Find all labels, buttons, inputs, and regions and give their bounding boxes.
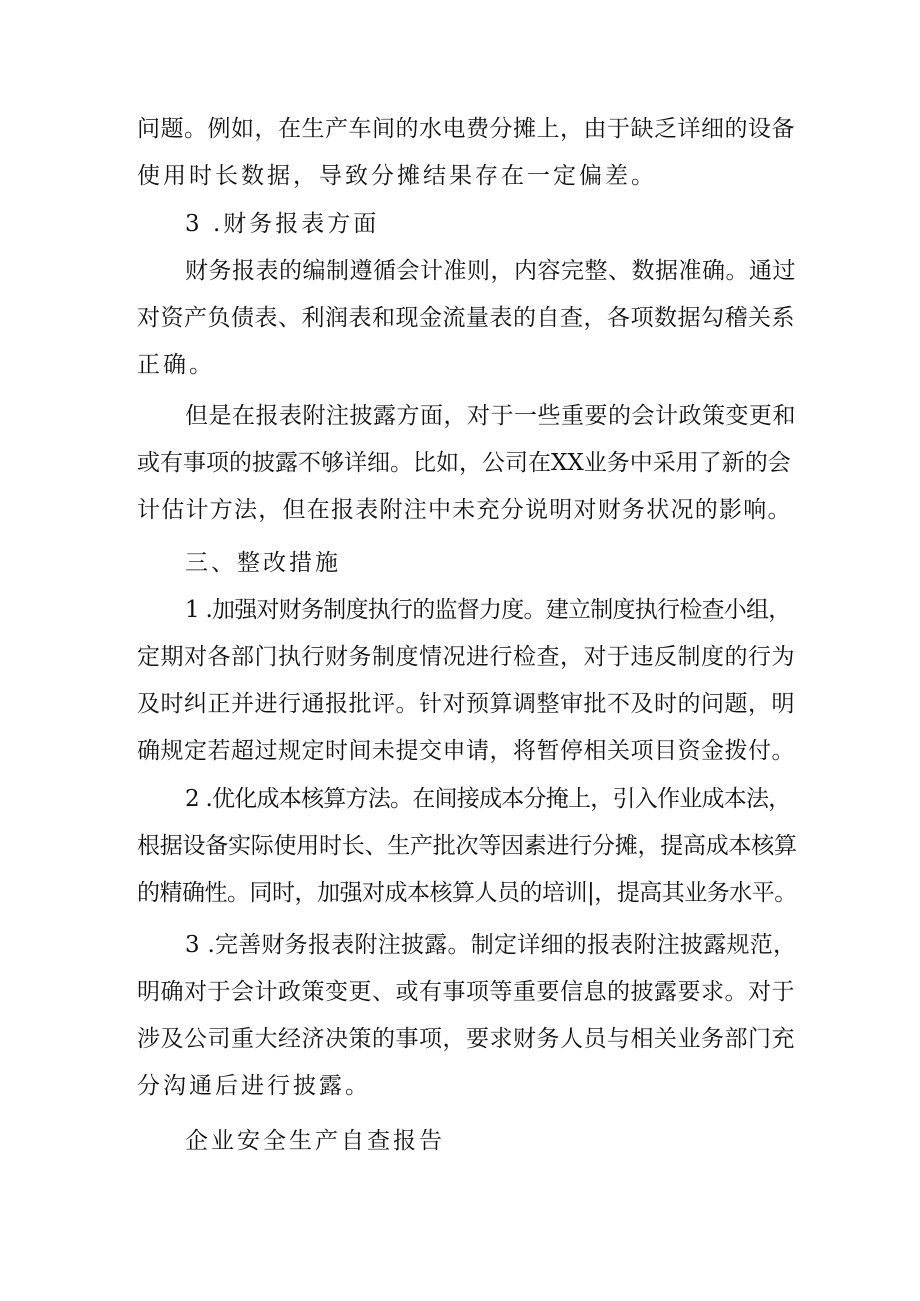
heading-safety-report: 企业安全生产自查报告 — [185, 1128, 445, 1154]
text-line: 分沟通后进行披露。 — [137, 1073, 371, 1099]
text-line: 计估计方法，但在报表附注中未充分说明对财务状况的影响。 — [137, 497, 792, 523]
text-line: 确规定若超过规定时间未提交申请，将暂停相关项目资金拨付。 — [137, 738, 795, 764]
text-line: 使用时长数据，导致分摊结果存在一定偏差。 — [137, 163, 657, 189]
text-line: 明确对于会计政策变更、或有事项等重要信息的披露要求。对于 — [137, 979, 795, 1005]
heading-financial-statements: 3 .财务报表方面 — [185, 211, 380, 237]
text-line: 及时纠正并进行通报批评。针对预算调整审批不及时的问题，明 — [137, 691, 795, 717]
text-line: 对资产负债表、利润表和现金流量表的自查，各项数据勾稽关系 — [137, 305, 795, 331]
text-line: 3 .完善财务报表附注披露。制定详细的报表附注披露规范， — [185, 932, 797, 958]
text-line: 的精确性。同时，加强对成本核算人员的培训|，提高其业务水平。 — [137, 880, 797, 906]
text-line: 或有事项的披露不够详细。比如，公司在XX业务中采用了新的会 — [137, 450, 791, 476]
text-line: 但是在报表附注披露方面，对于一些重要的会计政策变更和 — [185, 403, 796, 429]
heading-rectification-measures: 三、整改措施 — [185, 550, 341, 576]
text-line: 2 .优化成本核算方法。在间接成本分掩上，引入作业成本法， — [185, 786, 791, 812]
text-line: 正确。 — [137, 352, 215, 378]
text-line: 定期对各部门执行财务制度情况进行检查，对于违反制度的行为 — [137, 644, 795, 670]
paragraph-measure-2 — [137, 776, 797, 917]
text-line: 涉及公司重大经济决策的事项，要求财务人员与相关业务部门充 — [137, 1026, 795, 1052]
text-line: 1 .加强对财务制度执行的监督力度。建立制度执行检查小组， — [185, 597, 791, 623]
paragraph-measure-1 — [137, 587, 797, 775]
text-line: 根据设备实际使用时长、生产批次等因素进行分摊，提高成本核算 — [137, 833, 797, 859]
text-line: 财务报表的编制遵循会计准则，内容完整、数据准确。通过 — [185, 258, 796, 284]
paragraph-statements-compliance — [137, 248, 797, 389]
paragraph-measure-3 — [137, 922, 797, 1110]
paragraph-disclosure-issue — [137, 393, 797, 534]
paragraph-cost-allocation-issue — [137, 106, 797, 200]
text-line: 问题。例如，在生产车间的水电费分摊上，由于缺乏详细的设备 — [137, 116, 795, 142]
